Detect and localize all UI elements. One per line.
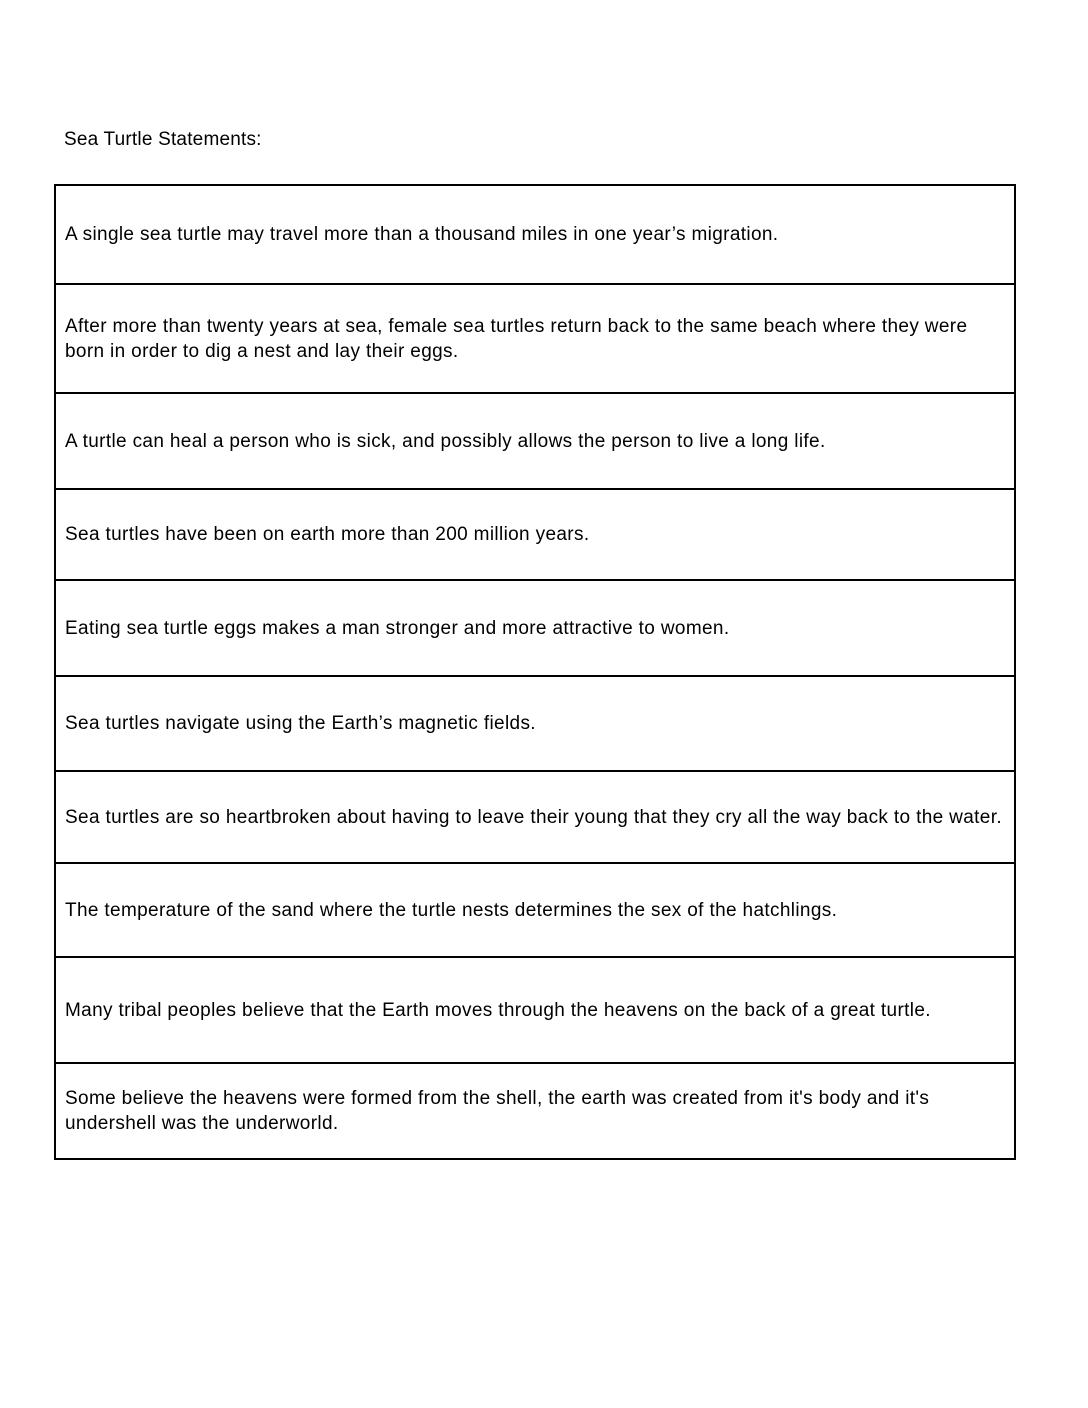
statement-row bbox=[55, 771, 1015, 863]
statement-cell: A turtle can heal a person who is sick, and possibly allows the person to live a long life. bbox=[55, 393, 1015, 489]
statement-cell: Many tribal peoples believe that the Earth moves through the heavens on the back of a great turtle. bbox=[55, 957, 1015, 1063]
statement-row bbox=[55, 393, 1015, 489]
statement-cell: The temperature of the sand where the turtle nests determines the sex of the hatchlings. bbox=[55, 863, 1015, 957]
statement-row bbox=[55, 185, 1015, 284]
statement-cell: Eating sea turtle eggs makes a man stronger and more attractive to women. bbox=[55, 580, 1015, 676]
statement-row bbox=[55, 1063, 1015, 1159]
statement-row bbox=[55, 284, 1015, 393]
statement-cell: A single sea turtle may travel more than a thousand miles in one year’s migration. bbox=[55, 185, 1015, 284]
statement-row bbox=[55, 676, 1015, 771]
page-title: Sea Turtle Statements: bbox=[64, 129, 262, 150]
statements-table bbox=[54, 184, 1016, 1160]
statement-row bbox=[55, 489, 1015, 580]
statement-row bbox=[55, 580, 1015, 676]
statement-cell: After more than twenty years at sea, female sea turtles return back to the same beach where they were born in order to dig a nest and lay their eggs. bbox=[55, 284, 1015, 393]
statement-cell: Sea turtles have been on earth more than 200 million years. bbox=[55, 489, 1015, 580]
statement-row bbox=[55, 863, 1015, 957]
statement-row bbox=[55, 957, 1015, 1063]
statement-cell: Some believe the heavens were formed from the shell, the earth was created from it's body and it's undershell was the underworld. bbox=[55, 1063, 1015, 1159]
statement-cell: Sea turtles are so heartbroken about having to leave their young that they cry all the way back to the water. bbox=[55, 771, 1015, 863]
statement-cell: Sea turtles navigate using the Earth’s magnetic fields. bbox=[55, 676, 1015, 771]
